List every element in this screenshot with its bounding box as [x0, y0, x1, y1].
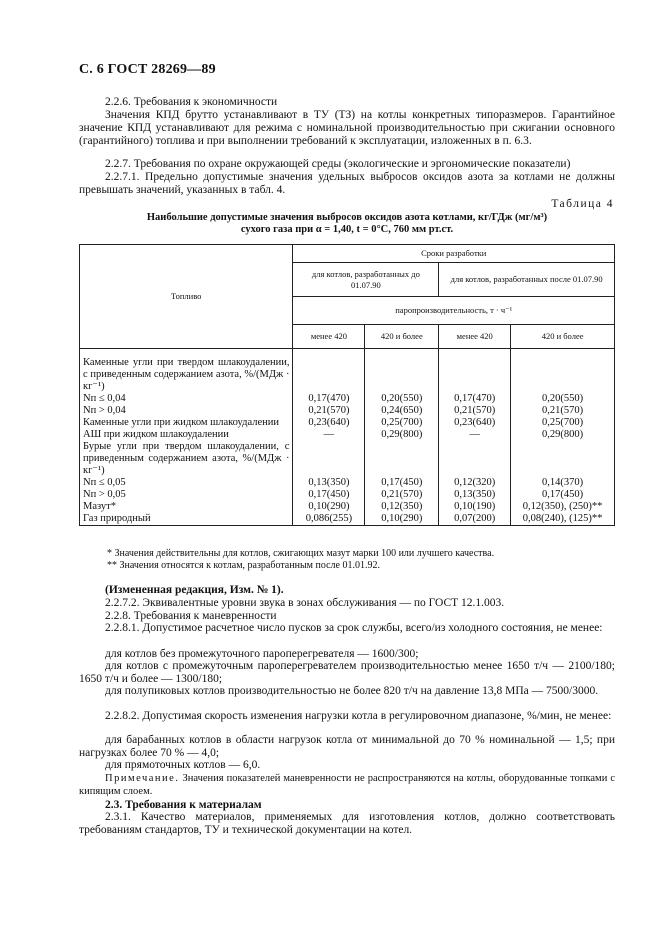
- table-row: [80, 441, 615, 477]
- section-2-2-8-1-b: для котлов с промежуточным пароперегревателем производительностью менее 1650 т/ч — 2100/180; 1650 т/ч и более — 1300/180;: [79, 660, 615, 685]
- value-cell: 0,12(350), (250)**: [511, 501, 615, 513]
- value-cell: [365, 441, 439, 477]
- table-row: [80, 489, 615, 501]
- section-2-2-8-1-c: для полупиковых котлов производительностью не более 820 т/ч на давление 13,8 МПа — 7500/3000.: [105, 685, 599, 697]
- header-before-1990: для котлов, разработанных до 01.07.90: [293, 263, 439, 297]
- value-cell: 0,12(320): [439, 477, 511, 489]
- page-header: С. 6 ГОСТ 28269—89: [79, 62, 216, 77]
- table-row: [80, 417, 615, 429]
- value-cell: 0,086(255): [293, 513, 365, 526]
- table-row: [80, 477, 615, 489]
- value-cell: 0,20(550): [511, 393, 615, 405]
- table-caption-line1: Наибольшие допустимые значения выбросов оксидов азота котлами, кг/ГДж (мг/м³): [146, 212, 548, 223]
- fuel-cell: Nп > 0,05: [80, 489, 293, 501]
- value-cell: 0,14(370): [511, 477, 615, 489]
- section-2-2-7-1-text: 2.2.7.1. Предельно допустимые значения удельных выбросов оксидов азота за котлами не должны превышать значений, указанных в табл. 4.: [79, 171, 615, 196]
- value-cell: [293, 349, 365, 393]
- table-row: [80, 429, 615, 441]
- value-cell: 0,17(470): [439, 393, 511, 405]
- value-cell: [439, 349, 511, 393]
- table-number: Таблица 4: [551, 198, 614, 210]
- header-fuel: Топливо: [80, 245, 293, 349]
- value-cell: 0,23(640): [439, 417, 511, 429]
- section-2-2-8-2: 2.2.8.2. Допустимая скорость изменения нагрузки котла в регулировочном диапазоне, %/мин, не менее:: [105, 710, 612, 722]
- value-cell: 0,17(450): [511, 489, 615, 501]
- value-cell: 0,25(700): [511, 417, 615, 429]
- section-2-2-8-title: 2.2.8. Требования к маневренности: [105, 610, 277, 622]
- value-cell: 0,10(290): [293, 501, 365, 513]
- table-row: [80, 349, 615, 393]
- value-cell: 0,21(570): [293, 405, 365, 417]
- section-2-2-8-1-a: для котлов без промежуточного пароперегревателя — 1600/300;: [105, 648, 419, 660]
- fuel-cell: Nп ≤ 0,04: [80, 393, 293, 405]
- value-cell: 0,24(650): [365, 405, 439, 417]
- header-after-1990: для котлов, разработанных после 01.07.90: [439, 263, 615, 297]
- value-cell: [511, 441, 615, 477]
- fuel-cell: АШ при жидком шлакоудалении: [80, 429, 293, 441]
- value-cell: —: [293, 429, 365, 441]
- value-cell: 0,13(350): [293, 477, 365, 489]
- section-2-3-1: 2.3.1. Качество материалов, применяемых для изготовления котлов, должно соответствовать требованиям стандартов, ТУ и технической документации на котел.: [79, 811, 615, 836]
- value-cell: —: [439, 429, 511, 441]
- table-row: [80, 501, 615, 513]
- value-cell: 0,25(700): [365, 417, 439, 429]
- footnote-2: ** Значения относятся к котлам, разработанным после 01.01.92.: [107, 560, 380, 571]
- value-cell: 0,17(470): [293, 393, 365, 405]
- fuel-cell: Газ природный: [80, 513, 293, 526]
- header-terms: Сроки разработки: [293, 245, 615, 263]
- section-2-2-8-2-b: для прямоточных котлов — 6,0.: [105, 759, 261, 771]
- section-2-3-title: 2.3. Требования к материалам: [105, 799, 262, 811]
- value-cell: [511, 349, 615, 393]
- value-cell: 0,07(200): [439, 513, 511, 526]
- maneuverability-note: [79, 772, 615, 798]
- fuel-cell: Бурые угли при твердом шлакоудалении, с приведенным содержанием азота, %/(МДж · кг⁻¹): [80, 441, 293, 477]
- fuel-cell: Nп > 0,04: [80, 405, 293, 417]
- value-cell: 0,17(450): [365, 477, 439, 489]
- value-cell: 0,21(570): [365, 489, 439, 501]
- header-steam-capacity: паропроизводительность, т · ч⁻¹: [293, 297, 615, 325]
- section-2-2-6-text: Значения КПД брутто устанавливают в ТУ (ТЗ) на котлы конкретных типоразмеров. Гарантийное значение КПД устанавливают для режима с номинальной производительностью при сжигании основного (гарантийного) топлива и при выполнении требований к эксплуатации, изложенных в п. 6.3.: [79, 109, 615, 147]
- table-caption-line2: сухого газа при α = 1,40, t = 0°C, 760 мм рт.ст.: [240, 224, 454, 235]
- header-less-420: менее 420: [293, 325, 365, 349]
- table-row: [80, 513, 615, 526]
- header-less-420: менее 420: [439, 325, 511, 349]
- value-cell: 0,20(550): [365, 393, 439, 405]
- fuel-cell: Мазут*: [80, 501, 293, 513]
- section-2-2-7-2: 2.2.7.2. Эквивалентные уровни звука в зонах обслуживания — по ГОСТ 12.1.003.: [105, 597, 505, 609]
- section-2-2-7-title: 2.2.7. Требования по охране окружающей среды (экологические и эргономические показатели): [105, 158, 571, 170]
- table-row: [80, 393, 615, 405]
- value-cell: 0,10(290): [365, 513, 439, 526]
- fuel-cell: Каменные угли при жидком шлакоудалении: [80, 417, 293, 429]
- section-2-2-8-2-a: для барабанных котлов в области нагрузок котла от минимальной до 70 % номинальной — 1,5; при нагрузках более 70 % — 4,0;: [79, 734, 615, 759]
- header-more-420: 420 и более: [511, 325, 615, 349]
- note-label: Примечание.: [105, 773, 180, 784]
- amendment-note: (Измененная редакция, Изм. № 1).: [105, 584, 284, 596]
- value-cell: 0,12(350): [365, 501, 439, 513]
- value-cell: [439, 441, 511, 477]
- footnote-1: * Значения действительны для котлов, сжигающих мазут марки 100 или лучшего качества.: [107, 548, 495, 559]
- fuel-cell: Каменные угли при твердом шлакоудалении, с приведенным содержанием азота, %/(МДж · кг⁻¹): [80, 349, 293, 393]
- note-text: Значения показателей маневренности не распространяются на котлы, оборудованные топками с кипящим слоем.: [79, 773, 615, 797]
- value-cell: 0,23(640): [293, 417, 365, 429]
- section-2-2-6-title: 2.2.6. Требования к экономичности: [105, 96, 278, 108]
- value-cell: 0,13(350): [439, 489, 511, 501]
- value-cell: 0,29(800): [511, 429, 615, 441]
- fuel-cell: Nп ≤ 0,05: [80, 477, 293, 489]
- value-cell: 0,21(570): [511, 405, 615, 417]
- table-row: [80, 405, 615, 417]
- value-cell: 0,21(570): [439, 405, 511, 417]
- value-cell: [293, 441, 365, 477]
- value-cell: 0,08(240), (125)**: [511, 513, 615, 526]
- value-cell: [365, 349, 439, 393]
- section-2-2-8-1: 2.2.8.1. Допустимое расчетное число пусков за срок службы, всего/из холодного состояния, не менее:: [105, 622, 603, 634]
- emissions-table: [79, 244, 615, 526]
- value-cell: 0,17(450): [293, 489, 365, 501]
- header-more-420: 420 и более: [365, 325, 439, 349]
- value-cell: 0,10(190): [439, 501, 511, 513]
- value-cell: 0,29(800): [365, 429, 439, 441]
